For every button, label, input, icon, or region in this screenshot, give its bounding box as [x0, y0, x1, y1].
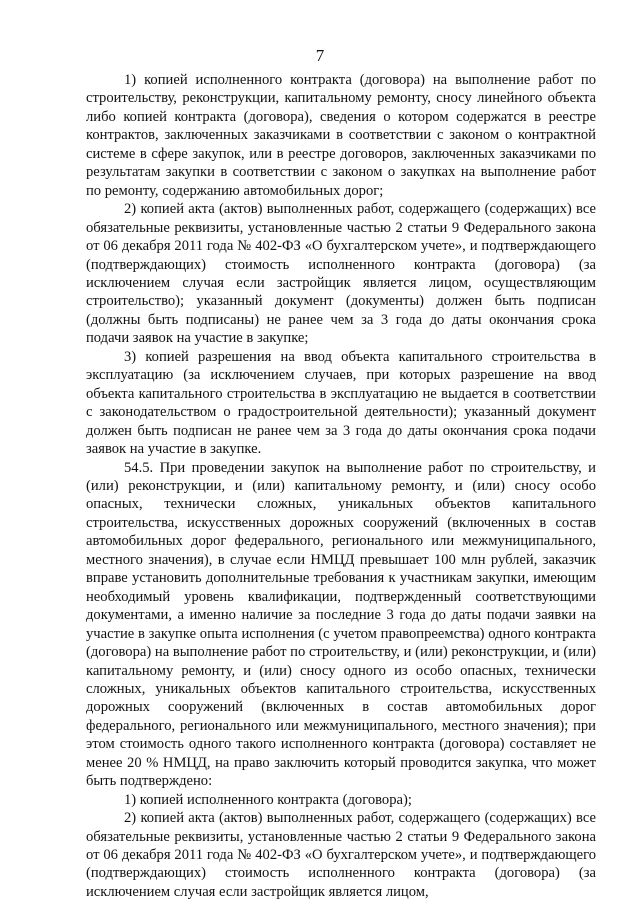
paragraph-clause-54-5: 54.5. При проведении закупок на выполнение работ по строительству, и (или) реконструкции, и (или) капитальному ремонту, и (или) сносу особо опасных, технически сложных, уникальных объектов капитального строительства, искусственных дорожных сооружений (включенных в состав автомобильных дорог федерального, регионального или межмуниципального, местного значения), в случае если НМЦД превышает 100 млн рублей, заказчик вправе установить дополнительные требования к участникам закупки, имеющим необходимый уровень квалификации, подтвержденный соответствующими документами, а именно наличие за последние 3 года до даты подачи заявки на участие в закупке опыта исполнения (с учетом правопреемства) одного контракта (договора) на выполнение работ по строительству, и (или) реконструкции, и (или) капитальному ремонту, и (или) сносу одного из особо опасных, технически сложных, уникальных объектов капитального строительства, искусственных дорожных сооружений (включенных в состав автомобильных дорог федерального, регионального или межмуниципального, местного значения); при этом стоимость одного такого исполненного контракта (договора) составляет не менее 20 % НМЦД, на право заключить который проводится закупка, что может быть подтверждено:	[86, 459, 596, 790]
page-number: 7	[315, 46, 325, 65]
document-body	[86, 71, 596, 901]
paragraph-item-3-permit-copy: 3) копией разрешения на ввод объекта капитального строительства в эксплуатацию (за исключением случаев, при которых разрешение на ввод объекта капитального строительства в эксплуатацию не выдается в соответствии с законодательством о градостроительной деятельности); указанный документ должен быть подписан не ранее чем за 3 года до даты окончания срока подачи заявок на участие в закупке.	[86, 348, 596, 458]
paragraph-clause-54-5-item-1: 1) копией исполненного контракта (договора);	[124, 791, 412, 808]
paragraph-item-1-contract-copy: 1) копией исполненного контракта (договора) на выполнение работ по строительству, реконструкции, капитальному ремонту, сносу линейного объекта либо копией контракта (договора), сведения о котором содержатся в реестре контрактов, заключенных заказчиками в соответствии с законом о контрактной системе в сфере закупок, или в реестре договоров, заключенных заказчиками по результатам закупки в соответствии с законом о закупках на выполнение работ по ремонту, содержанию автомобильных дорог;	[86, 72, 596, 199]
paragraph-item-2-acts-copy: 2) копией акта (актов) выполненных работ, содержащего (содержащих) все обязательные реквизиты, установленные частью 2 статьи 9 Федерального закона от 06 декабря 2011 года № 402-ФЗ «О бухгалтерском учете», и подтверждающего (подтверждающих) стоимость исполненного контракта (договора) (за исключением случая если застройщик является лицом, осуществляющим строительство); указанный документ (документы) должен быть подписан (должны быть подписаны) не ранее чем за 3 года до даты окончания срока подачи заявок на участие в закупке;	[86, 201, 596, 347]
paragraph-clause-54-5-item-2: 2) копией акта (актов) выполненных работ, содержащего (содержащих) все обязательные реквизиты, установленные частью 2 статьи 9 Федерального закона от 06 декабря 2011 года № 402-ФЗ «О бухгалтерском учете», и подтверждающего (подтверждающих) стоимость исполненного контракта (договора) (за исключением случая если застройщик является лицом,	[86, 810, 596, 900]
